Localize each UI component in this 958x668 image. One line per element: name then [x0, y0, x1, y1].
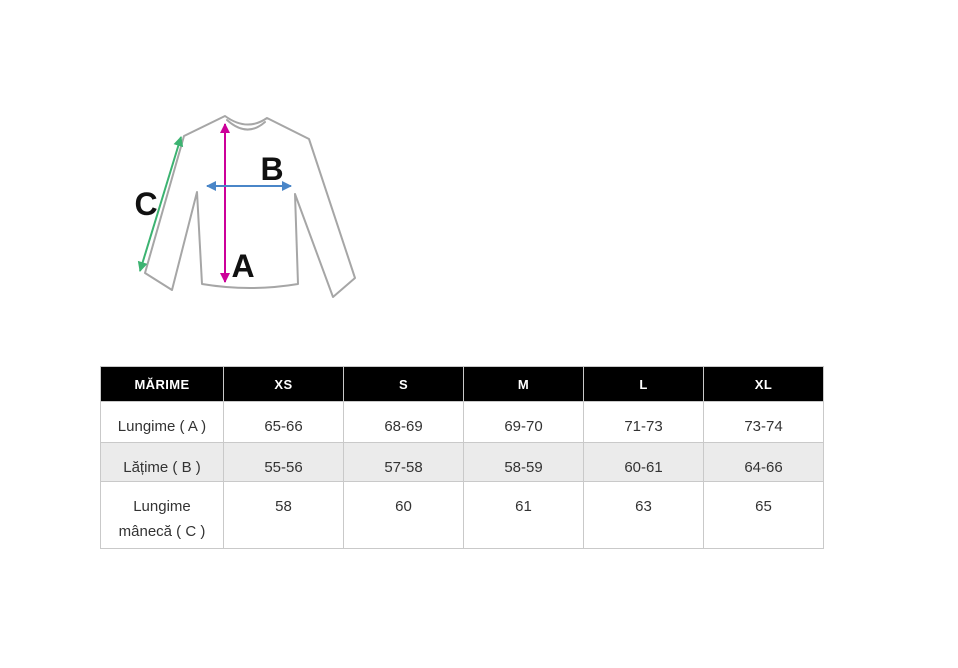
- value-latime-xl: 64-66: [704, 443, 824, 482]
- column-header-m: M: [464, 367, 584, 402]
- column-header-xs: XS: [224, 367, 344, 402]
- shirt-measurement-diagram: [100, 95, 400, 310]
- measure-label-c: C: [134, 186, 158, 222]
- size-table-header-row: [101, 367, 824, 402]
- column-header-marime: MĂRIME: [101, 367, 224, 402]
- value-latime-xs: 55-56: [224, 443, 344, 482]
- row-label-latime-b: Lățime ( B ): [101, 443, 224, 482]
- table-row-lungime-a: [101, 402, 824, 443]
- measure-label-a: A: [231, 248, 255, 284]
- column-header-xl: XL: [704, 367, 824, 402]
- value-maneca-l: 63: [584, 482, 704, 549]
- value-lungime-xs: 65-66: [224, 402, 344, 443]
- row-label-lungime-maneca-c: Lungime mânecă ( C ): [101, 482, 224, 549]
- row-label-lungime-a: Lungime ( A ): [101, 402, 224, 443]
- value-maneca-s: 60: [344, 482, 464, 549]
- value-maneca-xs: 58: [224, 482, 344, 549]
- value-latime-s: 57-58: [344, 443, 464, 482]
- table-row-latime-b: [101, 443, 824, 482]
- measure-label-b: B: [260, 151, 284, 187]
- value-lungime-m: 69-70: [464, 402, 584, 443]
- value-latime-l: 60-61: [584, 443, 704, 482]
- size-table: [100, 366, 824, 549]
- value-lungime-l: 71-73: [584, 402, 704, 443]
- value-lungime-xl: 73-74: [704, 402, 824, 443]
- table-row-lungime-maneca-c: [101, 482, 824, 549]
- value-maneca-xl: 65: [704, 482, 824, 549]
- value-latime-m: 58-59: [464, 443, 584, 482]
- value-lungime-s: 68-69: [344, 402, 464, 443]
- column-header-s: S: [344, 367, 464, 402]
- value-maneca-m: 61: [464, 482, 584, 549]
- column-header-l: L: [584, 367, 704, 402]
